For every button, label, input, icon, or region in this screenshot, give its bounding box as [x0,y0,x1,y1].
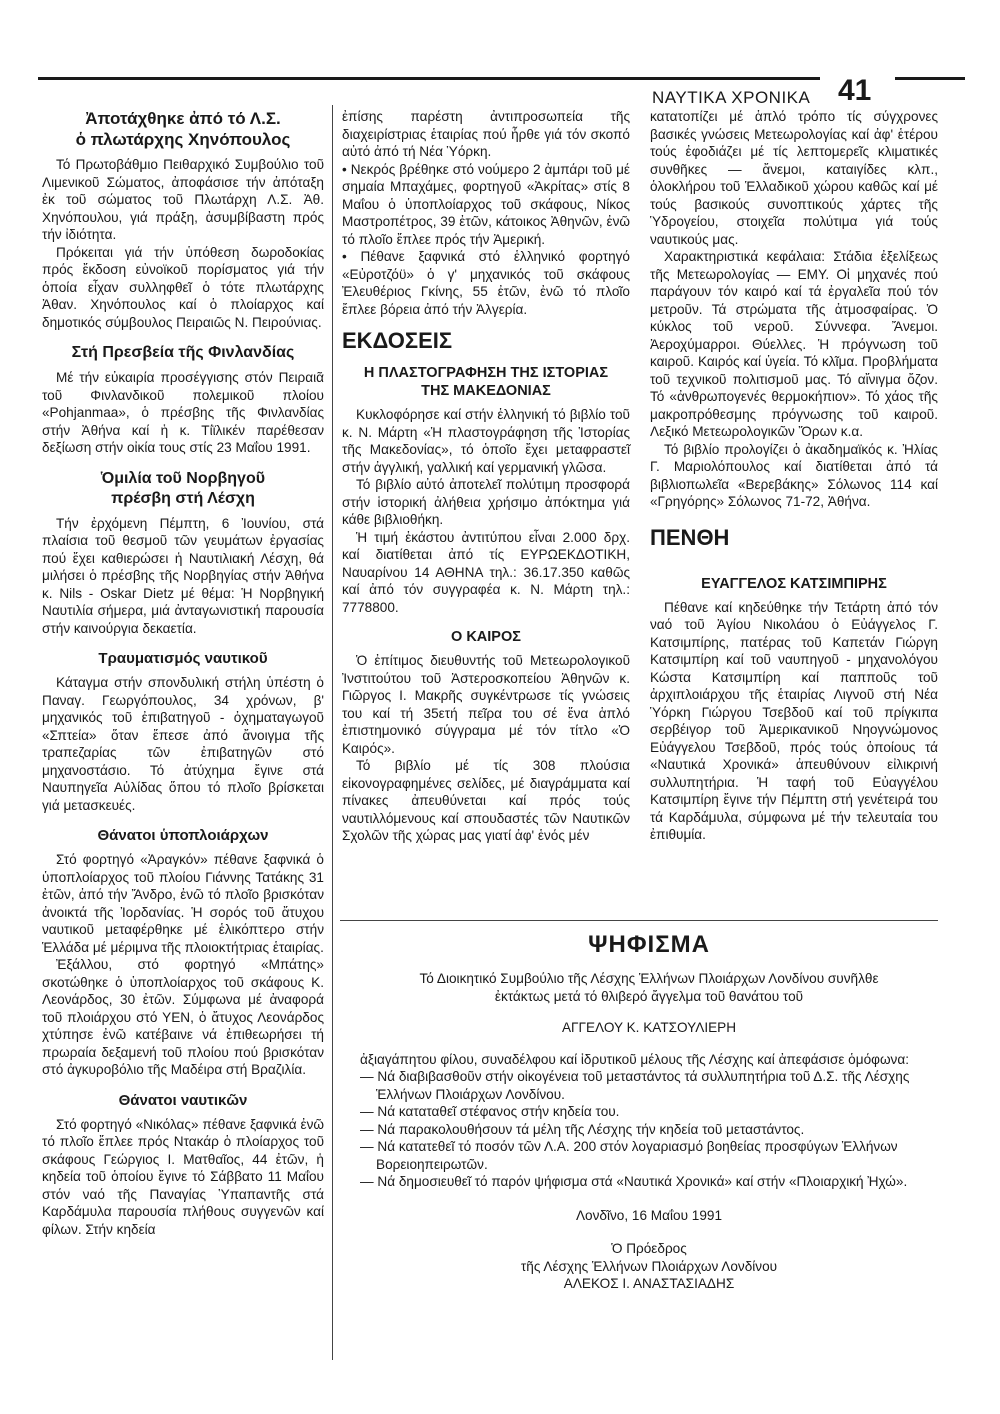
column-divider [332,105,333,1360]
column-3 [650,108,938,844]
section-heading: ΕΚΔΟΣΕΙΣ [342,328,453,353]
paragraph: Πρόκειται γιά τήν ὑπόθεση δωροδοκίας πρός ἔκδοση εὐνοϊκοῦ πορίσματος γιά τήν ὁποία εἶχαν συλληφθεῖ ὁ τότε πλωτάρχης Ἀθαν. Χηνόπουλος καί ὁ πλοίαρχος καί δημοτικός σύμβουλος Πειραιῶς Ν. Πειρούνιας. [42,244,324,330]
paragraph: Χαρακτηριστικά κεφάλαια: Στάδια ἐξελίξεως τῆς Μετεωρολογίας — ΕΜΥ. Οἱ μηχανές πού παράγουν τόν καιρό καί τά ἐργαλεῖα πού τόν μετροῦν. Τά στρώματα τῆς ἀτμοσφαίρας. Ὁ κύκλος τοῦ νεροῦ. Σύννεφα. Ἄνεμοι. Ἀεροχύμαρροι. Θύελλες. Ἡ πρόγνωση τοῦ καιροῦ. Καιρός καί ὑγεία. Τό κλῖμα. Προβλήματα τοῦ τεχνικοῦ πολιτισμοῦ μας. Τό αἴνιγμα ὄζον. Τό «ἀνθρωπογενές θερμοκήπιον». Τό χάος τῆς μακροπρόθεσμης πρόγνωσης τοῦ καιροῦ. Λεξικό Μετεωρολογικῶν Ὅρων κ.α. [650,249,938,439]
bullet-paragraph: • Πέθανε ξαφνικά στό ἑλληνικό φορτηγό «Εὐροτζόϋ» ὁ γ' μηχανικός τοῦ σκάφους Ἐλευθέριος Γκίνης, 55 ἐτῶν, ἐνῶ τό πλοῖο ἔπλεε βόρεια ἀπό τήν Ἀλγερία. [342,249,630,317]
article-title: Θάνατοι ναυτικῶν [118,1091,248,1109]
resolution-item: — Νά παρακολουθήσουν τά μέλη τῆς Λέσχης τήν κηδεία τοῦ μεταστάντος. [360,1121,805,1137]
paragraph: Ὁ ἐπίτιμος διευθυντής τοῦ Μετεωρολογικοῦ Ἰνστιτούτου τοῦ Ἀστεροσκοπείου Ἀθηνῶν κ. Γιῶργος Ι. Μακρῆς συγκέντρωσε τίς γνώσεις του καί τή 35ετή πεῖρα του σέ ἕνα ἁπλό ἐπιστημονικό σύγγραμα μέ τόν τίτλο «Ὁ Καιρός». [342,653,630,756]
article-title: Τραυματισμός ναυτικοῦ [98,650,268,667]
article-title: ὁ πλωτάρχης Χηνόπουλος [75,130,291,149]
paragraph: Τήν ἐρχόμενη Πέμπτη, 6 Ἰουνίου, στά πλαίσια τοῦ θεσμοῦ τῶν γευμάτων ἐργασίας πού ἔχει καθιερώσει ἡ Ναυτιλιακή Λέσχη, θά μιλήσει ὁ πρέσβης τῆς Νορβηγίας στήν Ἀθήνα κ. Nils - Oskar Dietz μέ θέμα: Ἡ Νορβηγική Ναυτιλία σήμερα, μιά ἀνταγωνιστική παρουσία στήν καινούργια δεκαετία. [42,515,324,636]
resolution-intro: Τό Διοικητικό Συμβούλιο τῆς Λέσχης Ἑλλήνων Πλοιάρχων Λονδίνου συνῆλθε [419,971,879,986]
paragraph: Στό φορτηγό «Ἀραγκόν» πέθανε ξαφνικά ὁ ὑποπλοίαρχος τοῦ πλοίου Γιάννης Τατάκης 31 ἐτῶν, ἀπό τήν Ἄνδρο, ἐνῶ τό πλοῖο βρισκόταν ἀνοικτά τῆς Ἰορδανίας. Ἡ σορός τοῦ ἄτυχου ναυτικοῦ μεταφέρθηκε μέ ἑλικόπτερο στήν Ἑλλάδα μέ μέριμνα τῆς πλοιοκτήτριας ἑταιρίας. [42,852,324,955]
signature-role: Ὁ Πρόεδρος [611,1241,687,1256]
bullet-paragraph: • Νεκρός βρέθηκε στό νούμερο 2 ἀμπάρι τοῦ μέ σημαία Μπαχάμες, φορτηγοῦ «Ἀκρίτας» στίς 8 Μαΐου ὁ ὑποπλοίαρχος τοῦ σκάφους, Νίκος Μαστροπέτρος, 39 ἐτῶν, κάτοικος Ἀθηνῶν, ἐνῶ τό πλοῖο ἔπλεε πρός τήν Ἀμερική. [342,161,630,247]
resolution-intro: ἐκτάκτως μετά τό θλιβερό ἄγγελμα τοῦ θανάτου τοῦ [494,988,804,1004]
section-heading: ΠΕΝΘΗ [650,524,730,550]
page-number: 41 [838,74,872,107]
column-2 [342,108,630,845]
paragraph: Στό φορτηγό «Νικόλας» πέθανε ξαφνικά ἐνῶ τό πλοῖο ἔπλεε πρός Ντακάρ ὁ πλοίαρχος τοῦ σκάφους Γεώργιος Ι. Ματθαῖος, 44 ἐτῶν, ἡ κηδεία τοῦ ὁποίου ἔγινε τό Σάββατο 11 Μαΐου στόν ναό τῆς Παναγίας Ὑπαπαντῆς στά Καρδάμυλα παρουσία πλήθους συγγενῶν καί φίλων. Στήν κηδεία [42,1116,324,1237]
deceased-name: ΑΓΓΕΛΟΥ Κ. ΚΑΤΣΟΥΛΙΕΡΗ [561,1020,737,1035]
resolution-item: — Νά κατατεθεῖ τό ποσόν τῶν Λ.Α. 200 στόν λογαριασμό βοηθείας προσφύγων Ἑλλήνων Βορειοηπειρωτῶν. [360,1139,898,1172]
article-title: ΕΥΑΓΓΕΛΟΣ ΚΑΤΣΙΜΠΙΡΗΣ [701,575,887,592]
section-divider [340,920,938,921]
header-rule-right [895,77,965,80]
article-title: ΤΗΣ ΜΑΚΕΔΟΝΙΑΣ [421,383,551,399]
paragraph: Τό βιβλίο μέ τίς 308 πλούσια εἰκονογραφημένες σελίδες, μέ διαγράμματα καί πίνακες ἀπευθύνεται καί πρός τούς ναυτιλλόμενους καί σπουδαστές τῶν Ναυτικῶν Σχολῶν τῆς χώρας μας γιατί ἀφ' ἑνός μέν [342,758,630,843]
signature-org: τῆς Λέσχης Ἑλλήνων Πλοιάρχων Λονδίνου [520,1258,778,1274]
resolution-date: Λονδῖνο, 16 Μαΐου 1991 [575,1207,723,1223]
paragraph: Πέθανε καί κηδεύθηκε τήν Τετάρτη ἀπό τόν ναό τοῦ Ἁγίου Νικολάου ὁ Εὐάγγελος Γ. Κατσιμπίρης, πατέρας τοῦ Καπετάν Γιώργη Κατσιμπίρη καί τοῦ ναυπηγοῦ - μηχανολόγου Κώστα Κατσιμπίρη καί παπποῦς τοῦ ἀρχιπλοιάρχου τῆς ἑταιρίας Λιγνοῦ στή Νέα Ὑόρκη Γιώργου Τσεβδοῦ καί τοῦ πρίγκιπα σερβέιγορ τοῦ Ἀμερικανικοῦ Νηογνώμονος Εὐάγγελου Τσεβδοῦ, πρός τούς ὁποίους τά «Ναυτικά Χρονικά» ἀπευθύνουν εἰλικρινή συλλυπητήρια. Ἡ ταφή τοῦ Εὐαγγέλου Κατσιμπίρη ἔγινε τήν Πέμπτη στή γενέτειρά του τά Καρδάμυλα, σύμφωνα μέ τήν τελευταία του ἐπιθυμία. [650,599,938,842]
paragraph: Κάταγμα στήν σπονδυλική στήλη ὑπέστη ὁ Παναγ. Γεωργόπουλος, 34 χρόνων, β' μηχανικός τοῦ ἐπιβατηγοῦ - ὀχηματαγωγοῦ «Σπτεία» ὅταν ἔπεσε ἀπό ἄνοιγμα τῆς τραπεζαρίας τῶν ἐπιβατηγῶν στό μηχανοστάσιο. Τό ἀτύχημα ἔγινε στά Ναυπηγεῖα Αὐλίδας ὅπου τό πλοῖο βρίσκεται γιά μετασκευές. [42,675,324,813]
signature-name: ΑΛΕΚΟΣ Ι. ΑΝΑΣΤΑΣΙΑΔΗΣ [563,1276,735,1291]
article-title: Ἀποτάχθηκε ἀπό τό Λ.Σ. [85,109,281,128]
paragraph: Ἡ τιμή ἑκάστου ἀντιτύπου εἶναι 2.000 δρχ. καί διατίθεται ἀπό τίς ΕΥΡΩΕΚΔΟΤΙΚΗ, Ναυαρίνου 14 ΑΘΗΝΑ τηλ.: 36.17.350 καθῶς καί ἀπό τόν συγγραφέα κ. Ν. Μάρτη τηλ.: 7778800. [342,529,630,615]
paragraph: κατατοπίζει μέ ἁπλό τρόπο τίς σύγχρονες βασικές γνώσεις Μετεωρολογίας καί ἀφ' ἑτέρου τούς ἐφοδιάζει μέ τίς λεπτομερεῖς κλιματικές συνθῆκες — ἄνεμοι, καταιγίδες κλπ., ὁλοκλήρου τοῦ Ἑλλαδικοῦ χώρου καθῶς καί μέ τούς βασικούς συνοπτικούς χάρτες τῆς Ὑδρογείου, στοιχεῖα πολύτιμα γιά τούς ναυτικούς μας. [650,109,938,247]
publication-title: ΝΑΥΤΙΚΑ ΧΡΟΝΙΚΑ [652,88,811,107]
article-title: Η ΠΛΑΣΤΟΓΡΑΦΗΣΗ ΤΗΣ ΙΣΤΟΡΙΑΣ [363,365,609,381]
resolution-item: — Νά καταταθεῖ στέφανος στήν κηδεία του. [360,1104,620,1119]
paragraph: Τό βιβλίο προλογίζει ὁ ἀκαδημαϊκός κ. Ἠλίας Γ. Μαριολόπουλος καί διατίθεται ἀπό τά βιβλιοπωλεῖα «Βερεβάκης» Σόλωνος 114 καί «Γρηγόρης» Σόλωνος 71-72, Ἀθήνα. [650,441,938,509]
article-title: Ὁμιλία τοῦ Νορβηγοῦ [100,469,266,487]
article-title: Ο ΚΑΙΡΟΣ [451,629,521,645]
resolution-body: ἀξιαγάπητου φίλου, συναδέλφου καί ἱδρυτικοῦ μέλους τῆς Λέσχης καί ἀπεφάσισε ὁμόφωνα: [360,1051,909,1067]
resolution-item: — Νά δημοσιευθεῖ τό παρόν ψήφισμα στά «Ναυτικά Χρονικά» καί στήν «Πλοιαρχική Ἠχώ». [360,1174,908,1189]
article-title: πρέσβη στή Λέσχη [111,489,255,507]
paragraph: Μέ τήν εὐκαιρία προσέγγισης στόν Πειραιᾶ τοῦ Φινλανδικοῦ πολεμικοῦ πλοίου «Pohjanmaa», ὁ πρέσβης τῆς Φινλανδίας στήν Ἀθήνα καί ἡ κ. Τίϊλικέν παρέθεσαν δεξίωση στήν οἰκία τους στίς 23 Μαΐου 1991. [42,370,324,455]
resolution-title: ΨΗΦΙΣΜΑ [588,931,710,958]
paragraph: ἐπίσης παρέστη ἀντιπροσωπεία τῆς διαχειρίστριας ἑταιρίας πού ἦρθε γιά τόν σκοπό αὐτό ἀπό τή Νέα Ὑόρκη. [342,109,630,159]
article-title: Θάνατοι ὑποπλοιάρχων [97,827,269,844]
resolution-item: — Νά διαβιβασθοῦν στήν οἰκογένεια τοῦ μεταστάντος τά συλλυπητήρια τοῦ Δ.Σ. τῆς Λέσχης Ἑλλήνων Πλοιάρχων Λονδίνου. [360,1069,910,1102]
article-title: Στή Πρεσβεία τῆς Φινλανδίας [71,344,295,361]
paragraph: Ἐξάλλου, στό φορτηγό «Μπάτης» σκοτώθηκε ὁ ὑποπλοίαρχος τοῦ σκάφους Κ. Λεονάρδος, 30 ἐτῶν. Σύμφωνα μέ ἀναφορά τοῦ πλοιάρχου στό ΥΕΝ, ὁ ἄτυχος Λεονάρδος χτύπησε ἐνῶ κατέβαινε νά ἐπιθεωρήσει τή πρωραία δεξαμενή τοῦ πλοίου πού βρισκόταν στό ἀγκυροβόλιο τῆς Μαδέιρα στή Βραζιλία. [42,957,324,1077]
resolution [360,930,938,1293]
paragraph: Κυκλοφόρησε καί στήν ἑλληνική τό βιβλίο τοῦ κ. Ν. Μάρτη «Ἡ πλαστογράφηση τῆς Ἱστορίας τῆς Μακεδονίας», τό ὁποῖο ἔχει μεταφραστεῖ στήν ἀγγλική, γαλλική καί γερμανική γλῶσα. [342,407,630,475]
header-rule [38,77,820,80]
paragraph: Τό Πρωτοβάθμιο Πειθαρχικό Συμβούλιο τοῦ Λιμενικοῦ Σώματος, ἀποφάσισε τήν ἀπόταξη ἐκ τοῦ σώματος τοῦ Πλωτάρχη Λ.Σ. Ἀθ. Χηνόπουλου, γιά πράξη, ἀσυμβίβαστη πρός τήν ἰδιότητα. [42,157,324,242]
column-1 [42,108,324,1238]
paragraph: Τό βιβλίο αὐτό ἀποτελεῖ πολύτιμη προσφορά στήν ἱστορική ἀλήθεια χρήσιμο ἀπόκτημα γιά κάθε βιβλιοθήκη. [342,477,630,527]
